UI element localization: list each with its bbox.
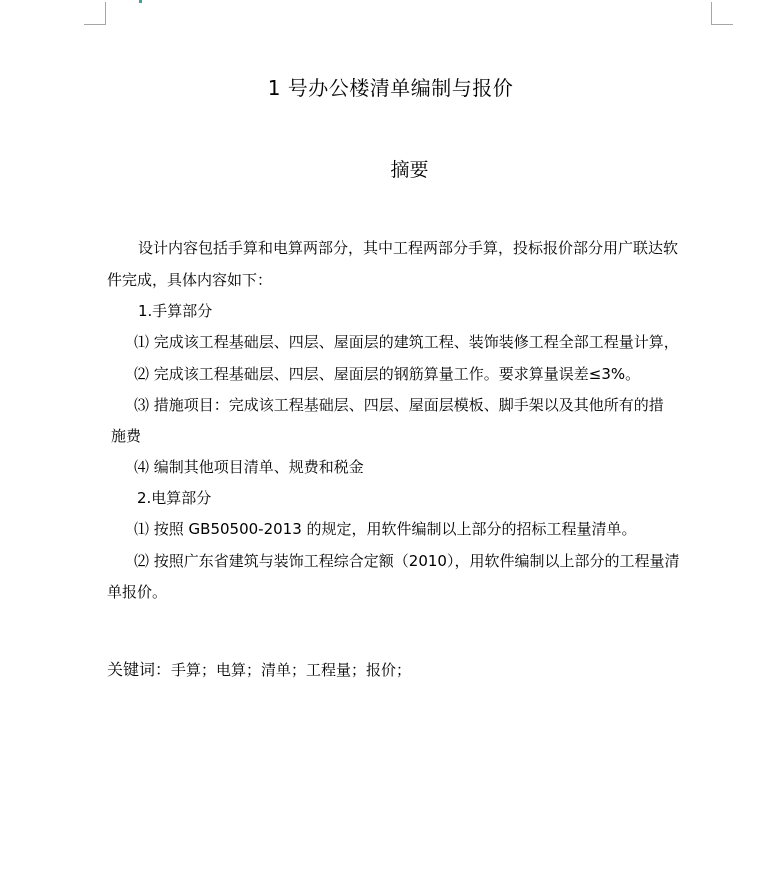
crop-mark-top-right-vertical	[711, 2, 712, 24]
keywords-label: 关键词：	[107, 660, 172, 679]
list-item: ⑵ 完成该工程基础层、四层、屋面层的钢筋算量工作。要求算量误差≤3%。	[134, 365, 641, 383]
crop-mark-top-right-horizontal	[711, 24, 733, 25]
list-item: ⑵ 按照广东省建筑与装饰工程综合定额（2010），用软件编制以上部分的工程量清	[134, 552, 680, 570]
list-item: ⑴ 按照 GB50500-2013 的规定，用软件编制以上部分的招标工程量清单。	[134, 520, 637, 538]
section-heading-computer: 2.电算部分	[137, 489, 212, 507]
keywords-text: 手算；电算；清单；工程量；报价；	[171, 661, 412, 679]
section-heading-manual: 1.手算部分	[138, 302, 213, 320]
keywords-line	[107, 660, 411, 680]
abstract-heading: 摘要	[390, 159, 429, 181]
list-item: ⑷ 编制其他项目清单、规费和税金	[134, 458, 364, 476]
list-item-continuation: 施费	[111, 427, 142, 445]
list-item-continuation: 单报价。	[107, 583, 168, 601]
paragraph-line: 件完成，具体内容如下：	[107, 271, 273, 289]
document-title: 1 号办公楼清单编制与报价	[267, 76, 514, 100]
list-item: ⑴ 完成该工程基础层、四层、屋面层的建筑工程、装饰装修工程全部工程量计算，	[134, 333, 679, 351]
paragraph-line: 设计内容包括手算和电算两部分，其中工程两部分手算，投标报价部分用广联达软	[138, 239, 679, 257]
crop-mark-top-left-vertical	[105, 2, 106, 24]
list-item: ⑶ 措施项目：完成该工程基础层、四层、屋面层模板、脚手架以及其他所有的措	[134, 396, 664, 414]
text-cursor-marker	[139, 0, 142, 3]
crop-mark-top-left-horizontal	[84, 24, 106, 25]
